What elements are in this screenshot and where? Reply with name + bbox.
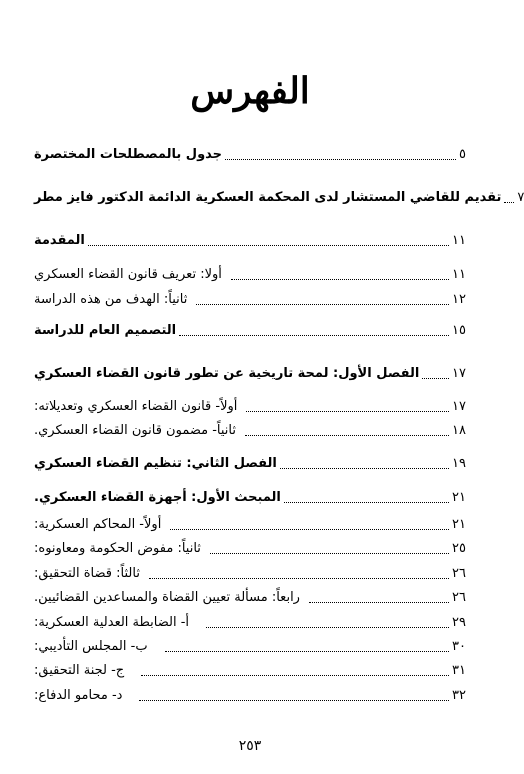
toc-entry [34, 661, 466, 681]
toc-entry-label: ثالثاً: قضاة التحقيق: [34, 566, 140, 581]
toc-entry [34, 265, 466, 285]
toc-entry-page: ١١ [452, 233, 466, 248]
leader-dots [225, 158, 456, 160]
leader-dots [139, 699, 449, 701]
leader-dots [231, 278, 449, 280]
toc-entry [34, 321, 466, 341]
leader-dots [149, 577, 449, 579]
toc-entry-page: ٢٥ [452, 541, 466, 556]
toc-entry [34, 488, 466, 508]
toc-entry [34, 686, 466, 706]
toc-entry-page: ١٧ [452, 399, 466, 414]
leader-dots [246, 410, 449, 412]
toc-entry-label: ب- المجلس التأديبي: [34, 639, 148, 654]
toc-entry-page: ٣٢ [452, 688, 466, 703]
toc-entry [34, 515, 466, 535]
toc-entry-page: ١٢ [452, 292, 466, 307]
toc-entry [34, 397, 466, 417]
toc-entry-label: أولاً- المحاكم العسكرية: [34, 517, 162, 532]
toc-entry-page: ٢٩ [452, 615, 466, 630]
toc-entry [34, 145, 466, 165]
toc-entry-page: ٧ [517, 190, 524, 205]
leader-dots [196, 303, 449, 305]
leader-dots [422, 377, 449, 379]
toc-entry [34, 564, 466, 584]
toc-entry-page: ٢١ [452, 517, 466, 532]
leader-dots [165, 650, 449, 652]
toc-entry [34, 188, 524, 208]
toc-entry-page: ١١ [452, 267, 466, 282]
toc-entry-page: ٢٦ [452, 590, 466, 605]
toc-entry-label: ثانياً: الهدف من هذه الدراسة [34, 292, 188, 307]
leader-dots [280, 467, 449, 469]
leader-dots [210, 552, 449, 554]
leader-dots [284, 501, 449, 503]
page-title: الفهرس [190, 70, 310, 112]
toc-entry-page: ٢٦ [452, 566, 466, 581]
toc-entry-page: ٣١ [452, 663, 466, 678]
toc-entry-label: التصميم العام للدراسة [34, 323, 177, 338]
toc-entry-label: رابعاً: مسألة تعيين القضاة والمساعدين القضائيين. [34, 590, 300, 605]
toc-entry-label: المقدمة [34, 233, 85, 248]
toc-entry-page: ١٨ [452, 423, 466, 438]
toc-entry-label: د- محامو الدفاع: [34, 688, 123, 703]
toc-entry-label: المبحث الأول: أجهزة القضاء العسكري. [34, 490, 281, 505]
leader-dots [141, 674, 449, 676]
toc-entry [34, 421, 466, 441]
toc-entry-label: ج- لجنة التحقيق: [34, 663, 125, 678]
leader-dots [245, 434, 449, 436]
toc-entry-label: أ- الضابطة العدلية العسكرية: [34, 615, 190, 630]
toc-entry-label: أولاً- قانون القضاء العسكري وتعديلاته: [34, 399, 238, 414]
toc-entry-page: ٣٠ [452, 639, 466, 654]
toc-entry [34, 637, 466, 657]
toc-entry [34, 231, 466, 251]
toc-entry-page: ٢١ [452, 490, 466, 505]
toc-entry-label: ثانياً- مضمون قانون القضاء العسكري. [34, 423, 236, 438]
toc-entry-label: أولا: تعريف قانون القضاء العسكري [34, 267, 222, 282]
toc-entry-label: جدول بالمصطلحات المختصرة [34, 147, 223, 162]
leader-dots [170, 528, 449, 530]
toc-entry-label: الفصل الثاني: تنظيم القضاء العسكري [34, 456, 277, 471]
leader-dots [309, 601, 449, 603]
leader-dots [179, 334, 449, 336]
toc-entry-page: ١٩ [452, 456, 466, 471]
toc-entry-page: ١٥ [452, 323, 466, 338]
toc-entry-page: ٥ [459, 147, 466, 162]
toc-entry [34, 539, 466, 559]
leader-dots [504, 201, 514, 203]
toc-entry [34, 613, 466, 633]
toc-entry [34, 588, 466, 608]
leader-dots [206, 626, 449, 628]
toc-entry-label: ثانياً: مفوض الحكومة ومعاونوه: [34, 541, 201, 556]
leader-dots [88, 244, 449, 246]
page-number: ٢٥٣ [238, 738, 262, 754]
toc-entry-label: تقديم للقاضي المستشار لدى المحكمة العسكرية الدائمة الدكتور فايز مطر [34, 190, 502, 205]
toc-entry [34, 454, 466, 474]
toc-entry [34, 364, 466, 384]
toc-entry-page: ١٧ [452, 366, 466, 381]
toc-entry-label: الفصل الأول: لمحة تاريخية عن تطور قانون القضاء العسكري [34, 366, 420, 381]
toc-entry [34, 290, 466, 310]
